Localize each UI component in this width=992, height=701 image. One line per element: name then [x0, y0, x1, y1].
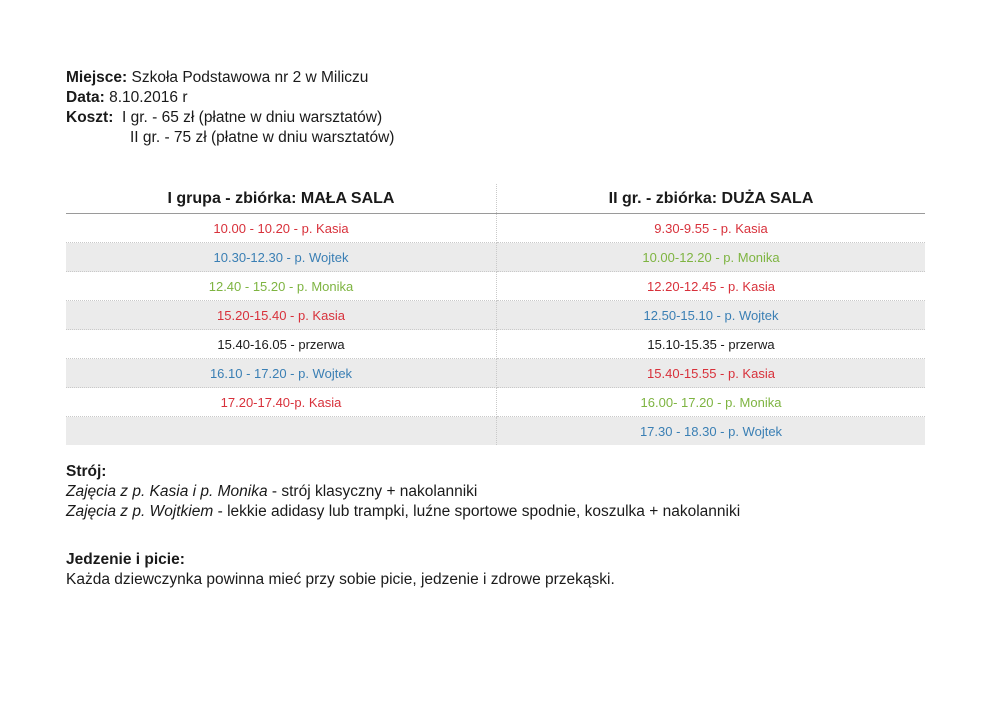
cost-line-2 — [66, 128, 394, 148]
cost-group2: II gr. - 75 zł (płatne w dniu warsztatów) — [130, 129, 395, 146]
group1-slot: 10.00 - 10.20 - p. Kasia — [66, 214, 497, 243]
schedule-row — [66, 214, 925, 243]
place-label: Miejsce: — [66, 69, 128, 86]
cost-group1: I gr. - 65 zł (płatne w dniu warsztatów) — [121, 109, 383, 126]
group1-slot: 16.10 - 17.20 - p. Wojtek — [66, 359, 497, 388]
cost-line — [66, 108, 394, 128]
outfit-line-1-who: Zajęcia z p. Kasia i p. Monika — [66, 483, 268, 500]
group1-header: I grupa - zbiórka: MAŁA SALA — [66, 184, 497, 214]
schedule-row — [66, 272, 925, 301]
group1-slot: 10.30-12.30 - p. Wojtek — [66, 243, 497, 272]
schedule-row — [66, 243, 925, 272]
group1-slot: 15.20-15.40 - p. Kasia — [66, 301, 497, 330]
food-heading: Jedzenie i picie: — [66, 551, 185, 568]
place-value: Szkoła Podstawowa nr 2 w Miliczu — [131, 69, 369, 86]
schedule-row — [66, 417, 925, 446]
schedule-row — [66, 301, 925, 330]
group2-slot: 17.30 - 18.30 - p. Wojtek — [497, 417, 926, 446]
group2-slot: 15.40-15.55 - p. Kasia — [497, 359, 926, 388]
food-section — [66, 550, 615, 590]
outfit-line-2 — [66, 502, 740, 522]
group2-slot: 9.30-9.55 - p. Kasia — [497, 214, 926, 243]
group2-slot: 15.10-15.35 - przerwa — [497, 330, 926, 359]
schedule-body — [66, 214, 925, 446]
outfit-line-1-desc: - strój klasyczny + nakolanniki — [267, 483, 478, 500]
date-value: 8.10.2016 r — [109, 89, 188, 106]
outfit-heading: Strój: — [66, 463, 107, 480]
schedule-table — [66, 184, 925, 445]
date-label: Data: — [66, 89, 105, 106]
schedule-row — [66, 359, 925, 388]
food-text: Każda dziewczynka powinna mieć przy sobie picie, jedzenie i zdrowe przekąski. — [66, 571, 615, 588]
group1-slot — [66, 417, 497, 446]
schedule-row — [66, 388, 925, 417]
schedule-header-row — [66, 184, 925, 214]
cost-label: Koszt: — [66, 109, 114, 126]
group2-slot: 12.20-12.45 - p. Kasia — [497, 272, 926, 301]
group2-slot: 10.00-12.20 - p. Monika — [497, 243, 926, 272]
group1-slot: 12.40 - 15.20 - p. Monika — [66, 272, 497, 301]
event-info — [66, 68, 394, 148]
outfit-line-2-who: Zajęcia z p. Wojtkiem — [66, 503, 214, 520]
group1-slot: 17.20-17.40-p. Kasia — [66, 388, 497, 417]
group2-slot: 12.50-15.10 - p. Wojtek — [497, 301, 926, 330]
group1-slot: 15.40-16.05 - przerwa — [66, 330, 497, 359]
outfit-line-2-desc: - lekkie adidasy lub trampki, luźne sportowe spodnie, koszulka + nakolanniki — [213, 503, 741, 520]
group2-slot: 16.00- 17.20 - p. Monika — [497, 388, 926, 417]
outfit-section — [66, 462, 740, 522]
schedule-row — [66, 330, 925, 359]
place-line — [66, 68, 394, 88]
date-line — [66, 88, 394, 108]
outfit-line-1 — [66, 482, 740, 502]
group2-header: II gr. - zbiórka: DUŻA SALA — [497, 184, 926, 214]
